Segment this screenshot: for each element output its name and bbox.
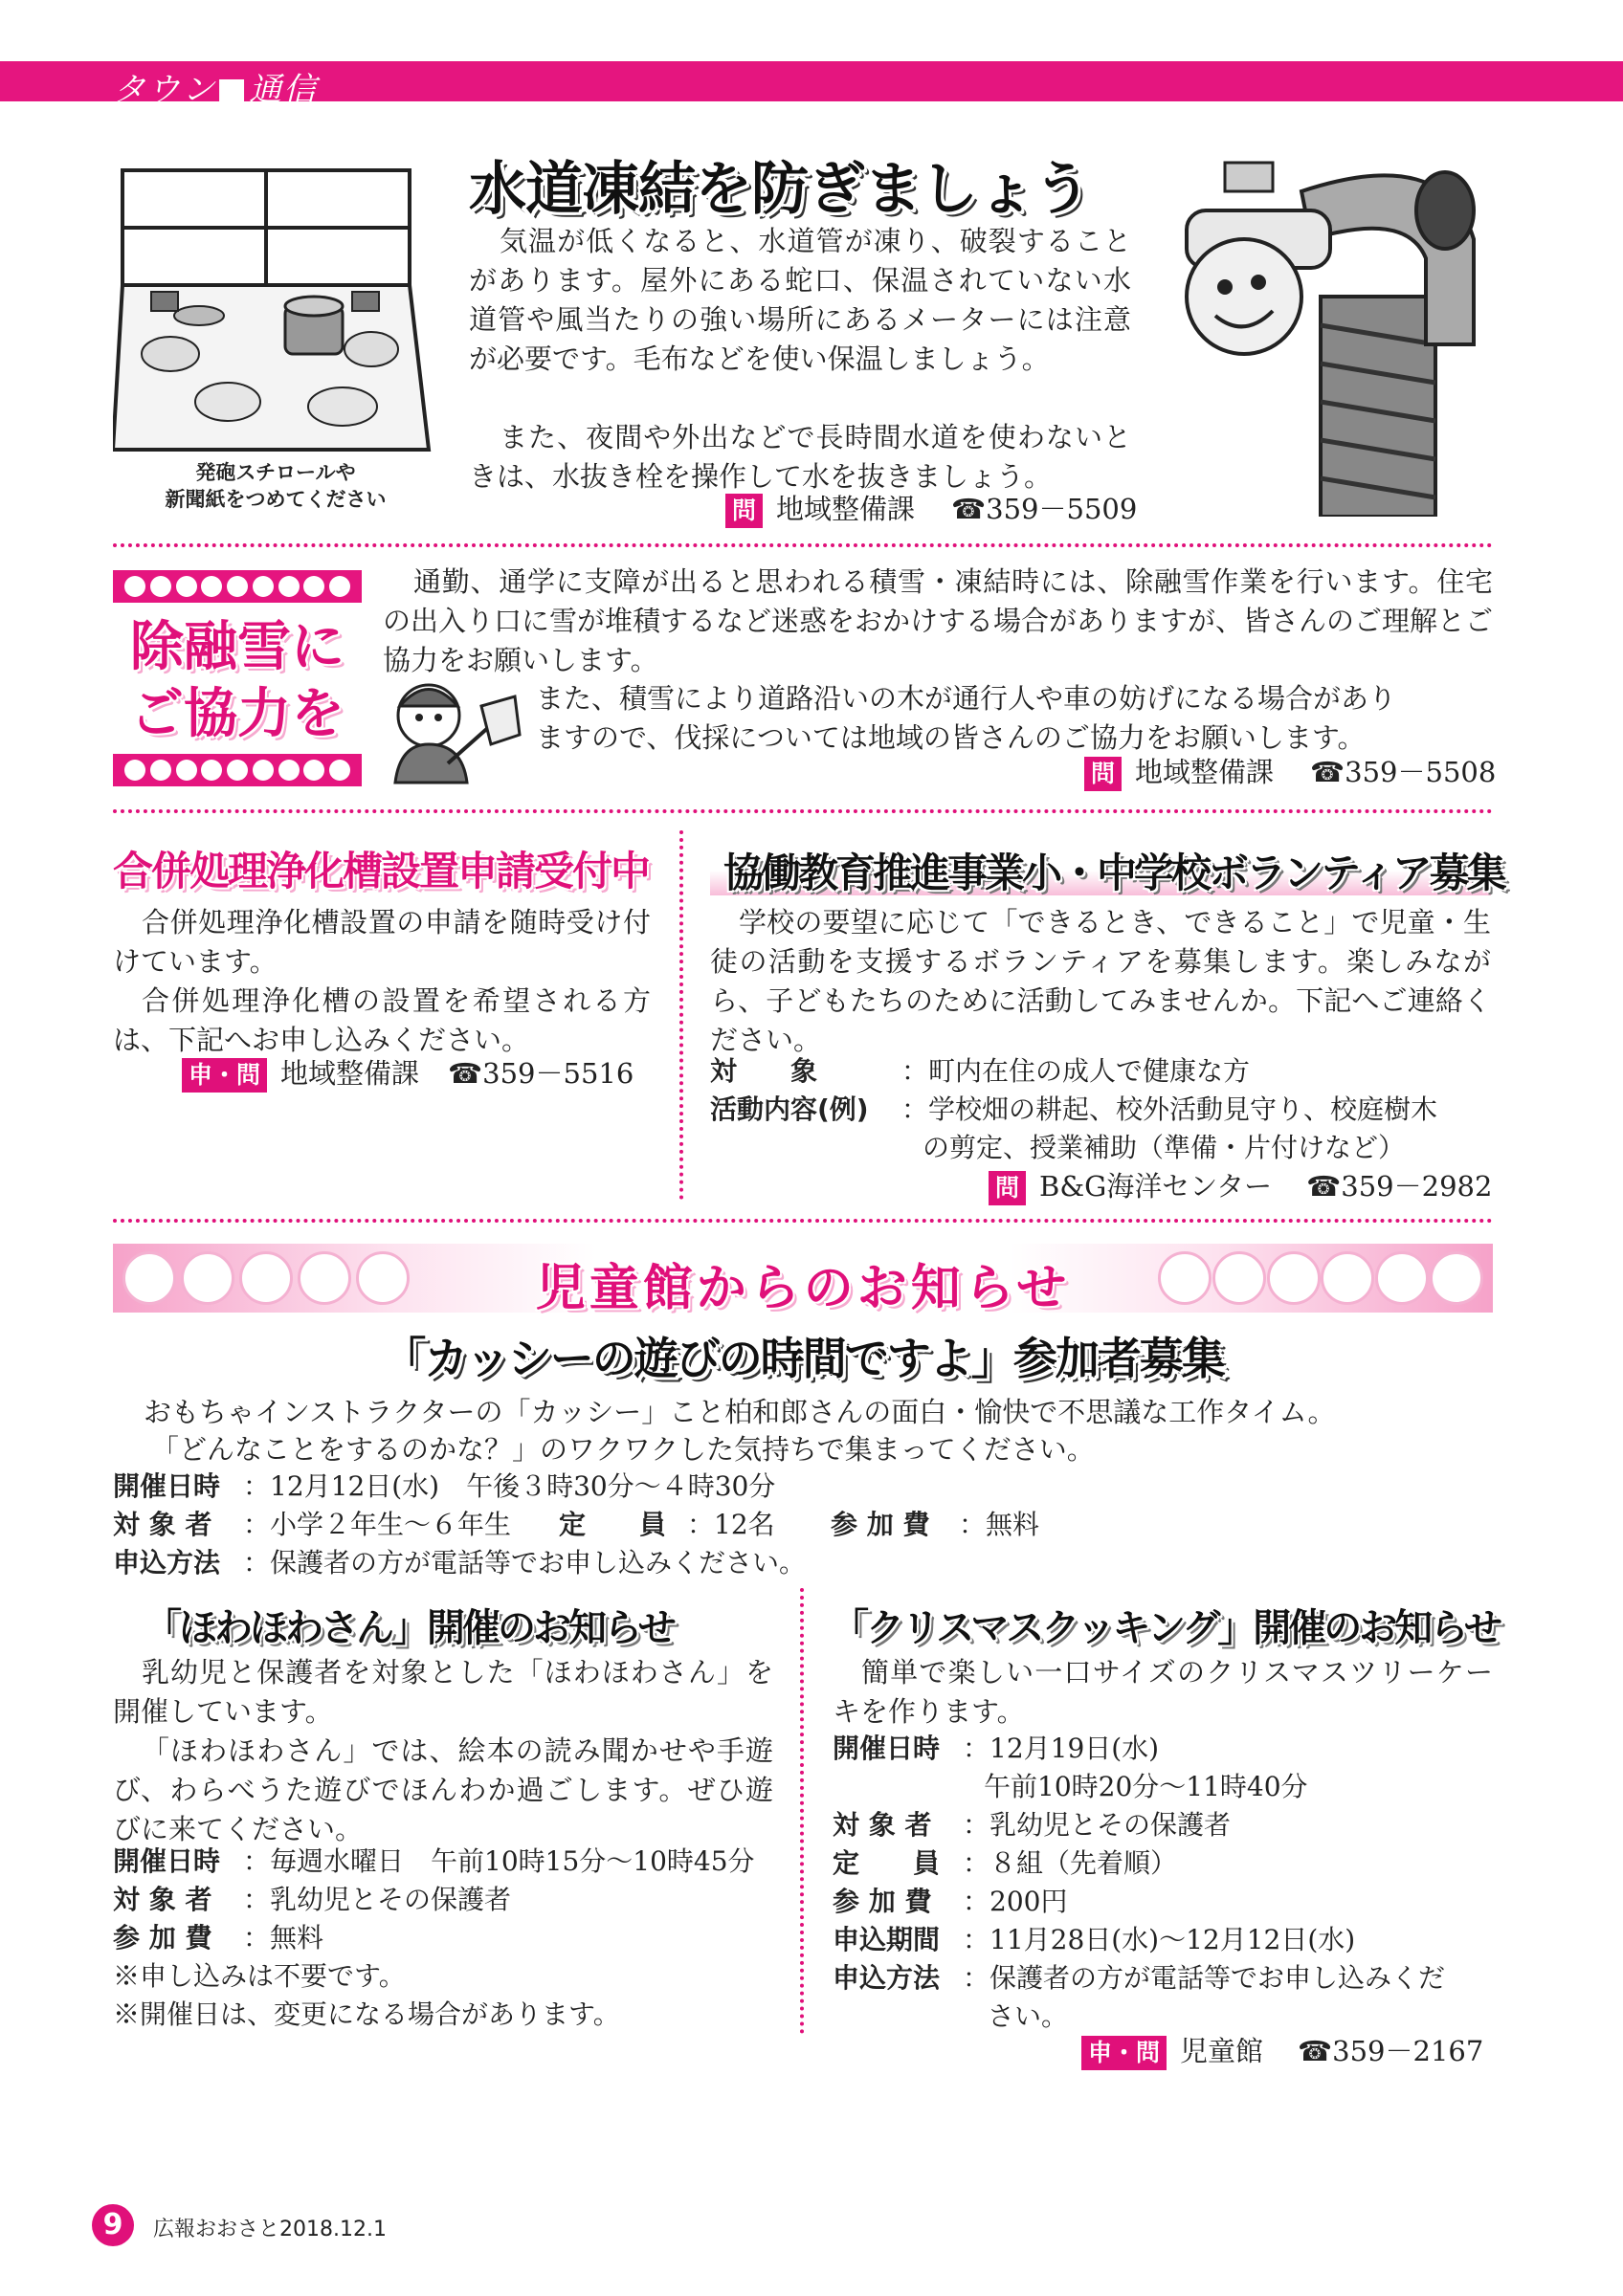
kassy-line-2: 「どんなことをするのかな？」のワクワクした気持ちで集まってください。 [151, 1433, 1095, 1466]
snow-dots-top [113, 570, 362, 603]
xmas-period-value: ：11月28日(水)～12月12日(水) [963, 1924, 1356, 1955]
contact-dept: 地域整備課 [280, 1057, 420, 1090]
kassy-apply-label: 申込方法 [113, 1547, 221, 1578]
freeze-paragraph-2: また、夜間や外出などで長時間水道を使わないときは、水抜き栓を操作して水を抜きましょう。 [469, 421, 1131, 493]
inquiry-badge: 問 [1084, 757, 1122, 791]
target-label: 対 象 [710, 1055, 818, 1087]
septic-paragraph-2: 合併処理浄化槽の設置を希望される方は、下記へお申し込みください。 [113, 984, 651, 1056]
contact-tel: ☎359－5508 [1310, 756, 1497, 788]
howa-paragraph-2: 「ほわほわさん」では、絵本の読み聞かせや手遊び、わらべうた遊びでほんわか過ごします。ぜひ遊びに来てください。 [113, 1734, 773, 1845]
faucet-character-illustration [1158, 153, 1493, 517]
kassy-details [113, 1468, 1493, 1582]
volunteer-details [710, 1052, 1491, 1167]
xmas-contact [1081, 2032, 1483, 2070]
xmas-date-label: 開催日時 [833, 1733, 941, 1764]
howa-date-value: ：毎週水曜日 午前10時15分～10時45分 [243, 1845, 755, 1877]
xmas-paragraph: 簡単で楽しい一口サイズのクリスマスツリーケーキを作ります。 [833, 1656, 1493, 1728]
xmas-apply-value-2: さい。 [988, 2000, 1069, 2032]
snow-title-line-1: 除融雪に [130, 616, 345, 678]
contact-tel: ☎359－5509 [951, 493, 1138, 525]
kassy-title: 「カッシーの遊びの時間ですよ」参加者募集 [382, 1333, 1224, 1384]
septic-contact [182, 1054, 634, 1093]
howa-note-1: ※申し込みは不要です。 [113, 1960, 406, 1992]
xmas-capacity-label: 定 員 [833, 1847, 941, 1879]
snow-shovel-character-icon [381, 677, 524, 788]
contact-tel: ☎359－5516 [448, 1057, 634, 1090]
freeze-paragraph-1: 気温が低くなると、水道管が凍り、破裂することがあります。屋外にある蛇口、保温されていない水道管や風当たりの強い場所にあるメーターには注意が必要です。毛布などを使い保温しましょう。 [469, 225, 1131, 375]
kassy-fee-value: ：無料 [959, 1509, 1040, 1540]
activity-value-2: の剪定、授業補助（準備・片付けなど） [923, 1132, 1406, 1163]
xmas-capacity-value: ：８組（先着順） [963, 1847, 1178, 1879]
kassy-line-1: おもちゃインストラクターの「カッシー」こと柏和郎さんの面白・愉快で不思議な工作タイム。 [144, 1396, 1336, 1428]
snow-paragraph-2-line-2: ますので、伐採については地域の皆さんのご協力をお願いします。 [536, 721, 1366, 754]
divider-vertical-2 [800, 1588, 804, 2034]
divider-1 [113, 543, 1493, 547]
inquiry-badge: 問 [989, 1171, 1026, 1205]
snow-title-box [113, 570, 362, 786]
divider-3 [113, 1219, 1493, 1223]
meter-box-illustration [113, 163, 438, 459]
xmas-fee-label: 参 加 費 [833, 1886, 932, 1917]
kassy-fee-label: 参 加 費 [831, 1509, 930, 1540]
xmas-apply-value-1: ：保護者の方が電話等でお申し込みくだ [963, 1962, 1446, 1994]
xmas-period-label: 申込期間 [833, 1924, 941, 1955]
howa-target-label: 対 象 者 [113, 1884, 212, 1915]
snow-paragraph-1: 通勤、通学に支障が出ると思われる積雪・凍結時には、除融雪作業を行います。住宅の出入り口に雪が堆積するなど迷惑をおかけする場合がありますが、皆さんのご理解とご協力をお願いします。 [383, 565, 1494, 676]
kassy-target-label: 対 象 者 [113, 1509, 212, 1540]
contact-dept: B&G海洋センター [1039, 1170, 1273, 1203]
howa-title: 「ほわほわさん」開催のお知らせ [144, 1606, 674, 1650]
howa-note-2: ※開催日は、変更になる場合があります。 [113, 1998, 620, 2030]
snow-paragraph-2-line-1: また、積雪により道路沿いの木が通行人や車の妨げになる場合があり [536, 682, 1397, 715]
illustration-caption [113, 459, 438, 513]
contact-tel: ☎359－2982 [1306, 1170, 1493, 1203]
volunteer-paragraph: 学校の要望に応じて「できるとき、できること」で児童・生徒の活動を支援するボランティアを募集します。楽しみながら、子どもたちのために活動してみませんか。下記へご連絡ください。 [710, 906, 1491, 1056]
contact-tel: ☎359－2167 [1298, 2035, 1484, 2067]
howa-date-label: 開催日時 [113, 1845, 221, 1877]
septic-paragraph-1: 合併処理浄化槽設置の申請を随時受け付けています。 [113, 906, 651, 978]
xmas-target-value: ：乳幼児とその保護者 [963, 1809, 1232, 1841]
freeze-title: 水道凍結を防ぎましょう [469, 156, 1090, 223]
howa-paragraph-1: 乳幼児と保護者を対象とした「ほわほわさん」を開催しています。 [113, 1656, 773, 1728]
kassy-capacity-label: 定 員 [559, 1509, 667, 1540]
xmas-target-label: 対 象 者 [833, 1809, 932, 1841]
howa-fee-label: 参 加 費 [113, 1922, 212, 1954]
divider-vertical-1 [679, 830, 683, 1200]
contact-dept: 地域整備課 [1135, 756, 1275, 788]
howa-details [113, 1843, 783, 2034]
kassy-apply-value: ：保護者の方が電話等でお申し込みください。 [243, 1547, 807, 1578]
freeze-contact [725, 490, 1137, 528]
contact-dept: 児童館 [1180, 2035, 1264, 2067]
target-value: ：町内在住の成人で健康な方 [901, 1055, 1251, 1087]
apply-inquiry-badge: 申・問 [1081, 2036, 1167, 2070]
snow-dots-bottom [113, 754, 362, 786]
septic-title: 合併処理浄化槽設置申請受付中 [113, 848, 650, 894]
kassy-date-label: 開催日時 [113, 1470, 221, 1502]
kassy-target-value: ：小学２年生～６年生 [243, 1509, 512, 1540]
xmas-details [833, 1730, 1502, 2036]
activity-label: 活動内容(例) [710, 1093, 869, 1125]
howa-target-value: ：乳幼児とその保護者 [243, 1884, 512, 1915]
volunteer-title: 協働教育推進事業小・中学校ボランティア募集 [723, 850, 1504, 896]
xmas-fee-value: ：200円 [963, 1886, 1068, 1917]
publication-info: 広報おおさと2018.12.1 [153, 2218, 387, 2241]
kassy-date-value: ：12月12日(水) 午後３時30分～４時30分 [243, 1470, 776, 1502]
xmas-title: 「クリスマスクッキング」開催のお知らせ [831, 1606, 1500, 1650]
inquiry-badge: 問 [725, 494, 763, 528]
xmas-apply-label: 申込方法 [833, 1962, 941, 1994]
activity-value-1: ：学校畑の耕起、校外活動見守り、校庭樹木 [901, 1093, 1438, 1125]
page-number: 9 [92, 2204, 134, 2246]
header-title: タウン■通信 [113, 71, 319, 109]
snow-title-line-2: ご協力を [130, 683, 345, 745]
jidokan-banner-title: 児童館からのお知らせ [535, 1260, 1071, 1317]
caption-line-2: 新聞紙をつめてください [165, 488, 387, 511]
divider-2 [113, 809, 1493, 813]
volunteer-contact [989, 1167, 1492, 1205]
snow-paragraph-2 [536, 679, 1493, 758]
caption-line-1: 発砲スチロールや [195, 461, 356, 484]
xmas-date-value-2: 午前10時20分～11時40分 [984, 1771, 1308, 1802]
contact-dept: 地域整備課 [776, 493, 916, 525]
snow-contact [1084, 753, 1496, 791]
kassy-capacity-value: ：12名 [687, 1509, 775, 1540]
apply-inquiry-badge: 申・問 [182, 1058, 267, 1093]
howa-fee-value: ：無料 [243, 1922, 324, 1954]
xmas-date-value-1: ：12月19日(水) [963, 1733, 1160, 1764]
